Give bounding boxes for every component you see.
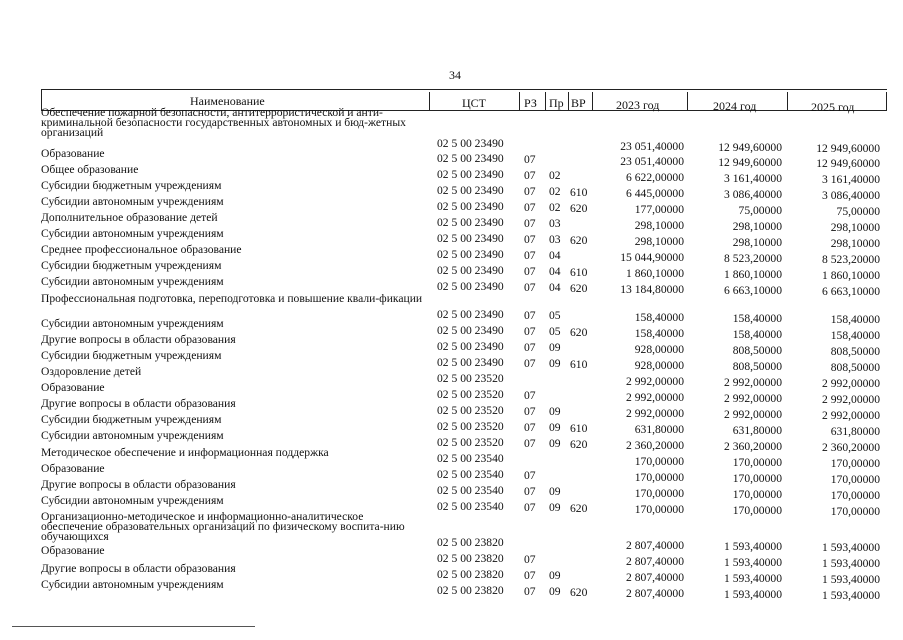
row-name: Субсидии бюджетным учреждениям	[41, 413, 222, 426]
row-year-2023: 170,00000	[634, 503, 684, 516]
row-cst: 02 5 00 23520	[437, 436, 504, 449]
row-name: Образование	[41, 462, 105, 475]
row-vr: 620	[570, 234, 588, 247]
row-year-2023: 2 992,00000	[626, 375, 684, 388]
row-year-2024: 2 992,00000	[724, 392, 782, 405]
row-year-2024: 170,00000	[732, 456, 782, 469]
row-year-2024: 1 593,40000	[724, 540, 782, 553]
page-number: 34	[449, 68, 461, 82]
row-name: Обеспечение пожарной безопасности, антитеррористической и анти-криминальной безопасности государственных автономных и бюд-жетных организаций	[41, 106, 406, 140]
header-2023: 2023 год	[616, 98, 660, 112]
row-name: Дополнительное образование детей	[41, 211, 218, 224]
row-cst: 02 5 00 23520	[437, 372, 504, 385]
row-cst: 02 5 00 23490	[437, 324, 504, 337]
row-rz: 07	[524, 405, 536, 418]
row-pr: 09	[549, 485, 561, 498]
row-rz: 07	[524, 469, 536, 482]
row-year-2024: 6 663,10000	[724, 284, 782, 297]
row-year-2025: 1 593,40000	[822, 557, 880, 570]
row-year-2025: 12 949,60000	[816, 142, 880, 155]
header-2025: 2025 год	[811, 100, 855, 114]
row-year-2024: 298,10000	[732, 236, 782, 249]
row-pr: 03	[549, 233, 561, 246]
row-name: Среднее профессиональное образование	[41, 243, 242, 256]
row-name: Общее образование	[41, 163, 139, 176]
row-year-2024: 1 860,10000	[724, 268, 782, 281]
row-cst: 02 5 00 23820	[437, 568, 504, 581]
row-name: Субсидии автономным учреждениям	[41, 429, 224, 442]
row-year-2024: 631,80000	[732, 424, 782, 437]
row-name: Методическое обеспечение и информационная поддержка	[41, 446, 329, 459]
row-year-2025: 6 663,10000	[822, 285, 880, 298]
row-year-2025: 2 992,00000	[822, 377, 880, 390]
header-pr: Пр	[549, 96, 564, 110]
footnote-rule	[12, 626, 255, 627]
row-year-2024: 808,50000	[732, 344, 782, 357]
row-year-2023: 6 445,00000	[626, 187, 684, 200]
row-pr: 09	[549, 569, 561, 582]
row-year-2025: 170,00000	[830, 505, 880, 518]
row-cst: 02 5 00 23520	[437, 388, 504, 401]
row-cst: 02 5 00 23490	[437, 308, 504, 321]
row-vr: 620	[570, 502, 588, 515]
row-year-2023: 177,00000	[634, 203, 684, 216]
row-year-2023: 6 622,00000	[626, 171, 684, 184]
row-year-2024: 170,00000	[732, 488, 782, 501]
row-year-2023: 158,40000	[634, 311, 684, 324]
row-rz: 07	[524, 249, 536, 262]
row-cst: 02 5 00 23540	[437, 452, 504, 465]
row-year-2025: 158,40000	[830, 329, 880, 342]
row-rz: 07	[524, 569, 536, 582]
row-rz: 07	[524, 169, 536, 182]
row-rz: 07	[524, 281, 536, 294]
row-name: Субсидии автономным учреждениям	[41, 227, 224, 240]
row-name: Субсидии автономным учреждениям	[41, 275, 224, 288]
row-year-2023: 2 807,40000	[626, 587, 684, 600]
row-rz: 07	[524, 233, 536, 246]
row-name: Субсидии автономным учреждениям	[41, 317, 224, 330]
row-cst: 02 5 00 23490	[437, 280, 504, 293]
row-rz: 07	[524, 553, 536, 566]
row-year-2024: 2 992,00000	[724, 408, 782, 421]
row-pr: 09	[549, 357, 561, 370]
row-year-2024: 3 161,40000	[724, 172, 782, 185]
row-cst: 02 5 00 23490	[437, 248, 504, 261]
row-cst: 02 5 00 23820	[437, 584, 504, 597]
row-cst: 02 5 00 23490	[437, 152, 504, 165]
row-name: Субсидии автономным учреждениям	[41, 494, 224, 507]
row-pr: 05	[549, 309, 561, 322]
row-year-2024: 1 593,40000	[724, 556, 782, 569]
row-year-2024: 12 949,60000	[718, 141, 782, 154]
row-cst: 02 5 00 23490	[437, 356, 504, 369]
row-vr: 620	[570, 586, 588, 599]
header-vr: ВР	[571, 96, 586, 110]
row-vr: 620	[570, 202, 588, 215]
row-year-2023: 298,10000	[634, 219, 684, 232]
row-year-2025: 75,00000	[836, 205, 880, 218]
row-pr: 04	[549, 281, 561, 294]
row-year-2023: 23 051,40000	[620, 155, 684, 168]
row-vr: 610	[570, 422, 588, 435]
row-cst: 02 5 00 23520	[437, 420, 504, 433]
row-year-2024: 170,00000	[732, 472, 782, 485]
row-vr: 610	[570, 358, 588, 371]
row-year-2024: 1 593,40000	[724, 572, 782, 585]
row-cst: 02 5 00 23490	[437, 137, 504, 150]
row-rz: 07	[524, 421, 536, 434]
row-pr: 03	[549, 217, 561, 230]
row-year-2025: 298,10000	[830, 237, 880, 250]
row-year-2025: 808,50000	[830, 361, 880, 374]
row-year-2025: 631,80000	[830, 425, 880, 438]
row-cst: 02 5 00 23540	[437, 484, 504, 497]
row-vr: 620	[570, 326, 588, 339]
row-year-2023: 2 992,00000	[626, 407, 684, 420]
row-year-2025: 170,00000	[830, 489, 880, 502]
row-vr: 610	[570, 266, 588, 279]
row-cst: 02 5 00 23490	[437, 264, 504, 277]
row-year-2023: 170,00000	[634, 487, 684, 500]
row-year-2024: 2 360,20000	[724, 440, 782, 453]
row-pr: 09	[549, 405, 561, 418]
row-year-2024: 12 949,60000	[718, 156, 782, 169]
row-name: Образование	[41, 381, 105, 394]
row-name: Оздоровление детей	[41, 365, 142, 378]
row-year-2025: 2 992,00000	[822, 409, 880, 422]
row-year-2025: 1 860,10000	[822, 269, 880, 282]
row-year-2023: 13 184,80000	[620, 283, 684, 296]
row-year-2025: 3 161,40000	[822, 173, 880, 186]
row-year-2023: 170,00000	[634, 471, 684, 484]
row-cst: 02 5 00 23540	[437, 500, 504, 513]
row-name: Другие вопросы в области образования	[41, 333, 236, 346]
header-name: Наименование	[190, 94, 265, 108]
row-year-2025: 170,00000	[830, 457, 880, 470]
header-2024: 2024 год	[713, 99, 757, 113]
row-year-2023: 928,00000	[634, 359, 684, 372]
row-year-2023: 2 807,40000	[626, 555, 684, 568]
row-year-2023: 2 360,20000	[626, 439, 684, 452]
row-pr: 09	[549, 437, 561, 450]
row-name: Субсидии бюджетным учреждениям	[41, 259, 222, 272]
row-year-2025: 298,10000	[830, 221, 880, 234]
row-year-2024: 808,50000	[732, 360, 782, 373]
row-name: Другие вопросы в области образования	[41, 478, 236, 491]
row-year-2024: 158,40000	[732, 312, 782, 325]
row-name: Субсидии автономным учреждениям	[41, 195, 224, 208]
row-name: Субсидии бюджетным учреждениям	[41, 349, 222, 362]
row-rz: 07	[524, 357, 536, 370]
row-year-2025: 158,40000	[830, 313, 880, 326]
row-cst: 02 5 00 23520	[437, 404, 504, 417]
row-year-2024: 298,10000	[732, 220, 782, 233]
row-year-2025: 12 949,60000	[816, 157, 880, 170]
row-rz: 07	[524, 265, 536, 278]
row-year-2023: 1 860,10000	[626, 267, 684, 280]
row-year-2025: 8 523,20000	[822, 253, 880, 266]
row-cst: 02 5 00 23490	[437, 168, 504, 181]
row-pr: 09	[549, 501, 561, 514]
row-year-2023: 631,80000	[634, 423, 684, 436]
row-vr: 610	[570, 186, 588, 199]
row-pr: 04	[549, 265, 561, 278]
row-rz: 07	[524, 389, 536, 402]
row-year-2023: 170,00000	[634, 455, 684, 468]
row-year-2025: 2 360,20000	[822, 441, 880, 454]
row-pr: 02	[549, 201, 561, 214]
row-cst: 02 5 00 23490	[437, 340, 504, 353]
row-year-2023: 2 992,00000	[626, 391, 684, 404]
row-rz: 07	[524, 485, 536, 498]
row-cst: 02 5 00 23490	[437, 232, 504, 245]
row-rz: 07	[524, 437, 536, 450]
row-year-2023: 15 044,90000	[620, 251, 684, 264]
row-cst: 02 5 00 23820	[437, 552, 504, 565]
row-name: Субсидии бюджетным учреждениям	[41, 179, 222, 192]
row-year-2025: 1 593,40000	[822, 541, 880, 554]
row-year-2025: 1 593,40000	[822, 589, 880, 602]
row-name: Организационно-методическое и информационно-аналитическое обеспечение образовательных организаций по физическому воспита-нию обучающихся	[41, 510, 405, 544]
row-pr: 05	[549, 325, 561, 338]
row-year-2024: 1 593,40000	[724, 588, 782, 601]
row-year-2024: 8 523,20000	[724, 252, 782, 265]
row-rz: 07	[524, 341, 536, 354]
row-year-2024: 170,00000	[732, 504, 782, 517]
row-name: Другие вопросы в области образования	[41, 397, 236, 410]
row-name: Образование	[41, 147, 105, 160]
row-cst: 02 5 00 23540	[437, 468, 504, 481]
header-cst: ЦСТ	[462, 96, 486, 110]
row-pr: 09	[549, 585, 561, 598]
row-vr: 620	[570, 282, 588, 295]
row-name: Профессиональная подготовка, переподготовка и повышение квали-фикации	[41, 292, 423, 305]
row-year-2023: 928,00000	[634, 343, 684, 356]
row-pr: 02	[549, 185, 561, 198]
row-year-2023: 158,40000	[634, 327, 684, 340]
row-year-2024: 75,00000	[738, 204, 782, 217]
row-rz: 07	[524, 153, 536, 166]
row-cst: 02 5 00 23490	[437, 200, 504, 213]
row-pr: 02	[549, 169, 561, 182]
row-rz: 07	[524, 201, 536, 214]
row-year-2024: 158,40000	[732, 328, 782, 341]
row-year-2023: 298,10000	[634, 235, 684, 248]
row-cst: 02 5 00 23490	[437, 184, 504, 197]
row-year-2025: 3 086,40000	[822, 189, 880, 202]
row-year-2023: 2 807,40000	[626, 539, 684, 552]
row-rz: 07	[524, 309, 536, 322]
row-cst: 02 5 00 23820	[437, 536, 504, 549]
row-year-2025: 1 593,40000	[822, 573, 880, 586]
row-year-2025: 2 992,00000	[822, 393, 880, 406]
row-rz: 07	[524, 585, 536, 598]
row-year-2024: 2 992,00000	[724, 376, 782, 389]
row-year-2024: 3 086,40000	[724, 188, 782, 201]
row-pr: 09	[549, 421, 561, 434]
row-rz: 07	[524, 185, 536, 198]
row-pr: 04	[549, 249, 561, 262]
row-year-2025: 170,00000	[830, 473, 880, 486]
row-cst: 02 5 00 23490	[437, 216, 504, 229]
row-name: Другие вопросы в области образования	[41, 562, 236, 575]
row-vr: 620	[570, 438, 588, 451]
row-rz: 07	[524, 217, 536, 230]
row-name: Образование	[41, 544, 105, 557]
row-year-2023: 2 807,40000	[626, 571, 684, 584]
row-rz: 07	[524, 501, 536, 514]
row-pr: 09	[549, 341, 561, 354]
row-year-2025: 808,50000	[830, 345, 880, 358]
row-rz: 07	[524, 325, 536, 338]
header-rz: РЗ	[524, 96, 537, 110]
row-year-2023: 23 051,40000	[620, 140, 684, 153]
row-name: Субсидии автономным учреждениям	[41, 578, 224, 591]
